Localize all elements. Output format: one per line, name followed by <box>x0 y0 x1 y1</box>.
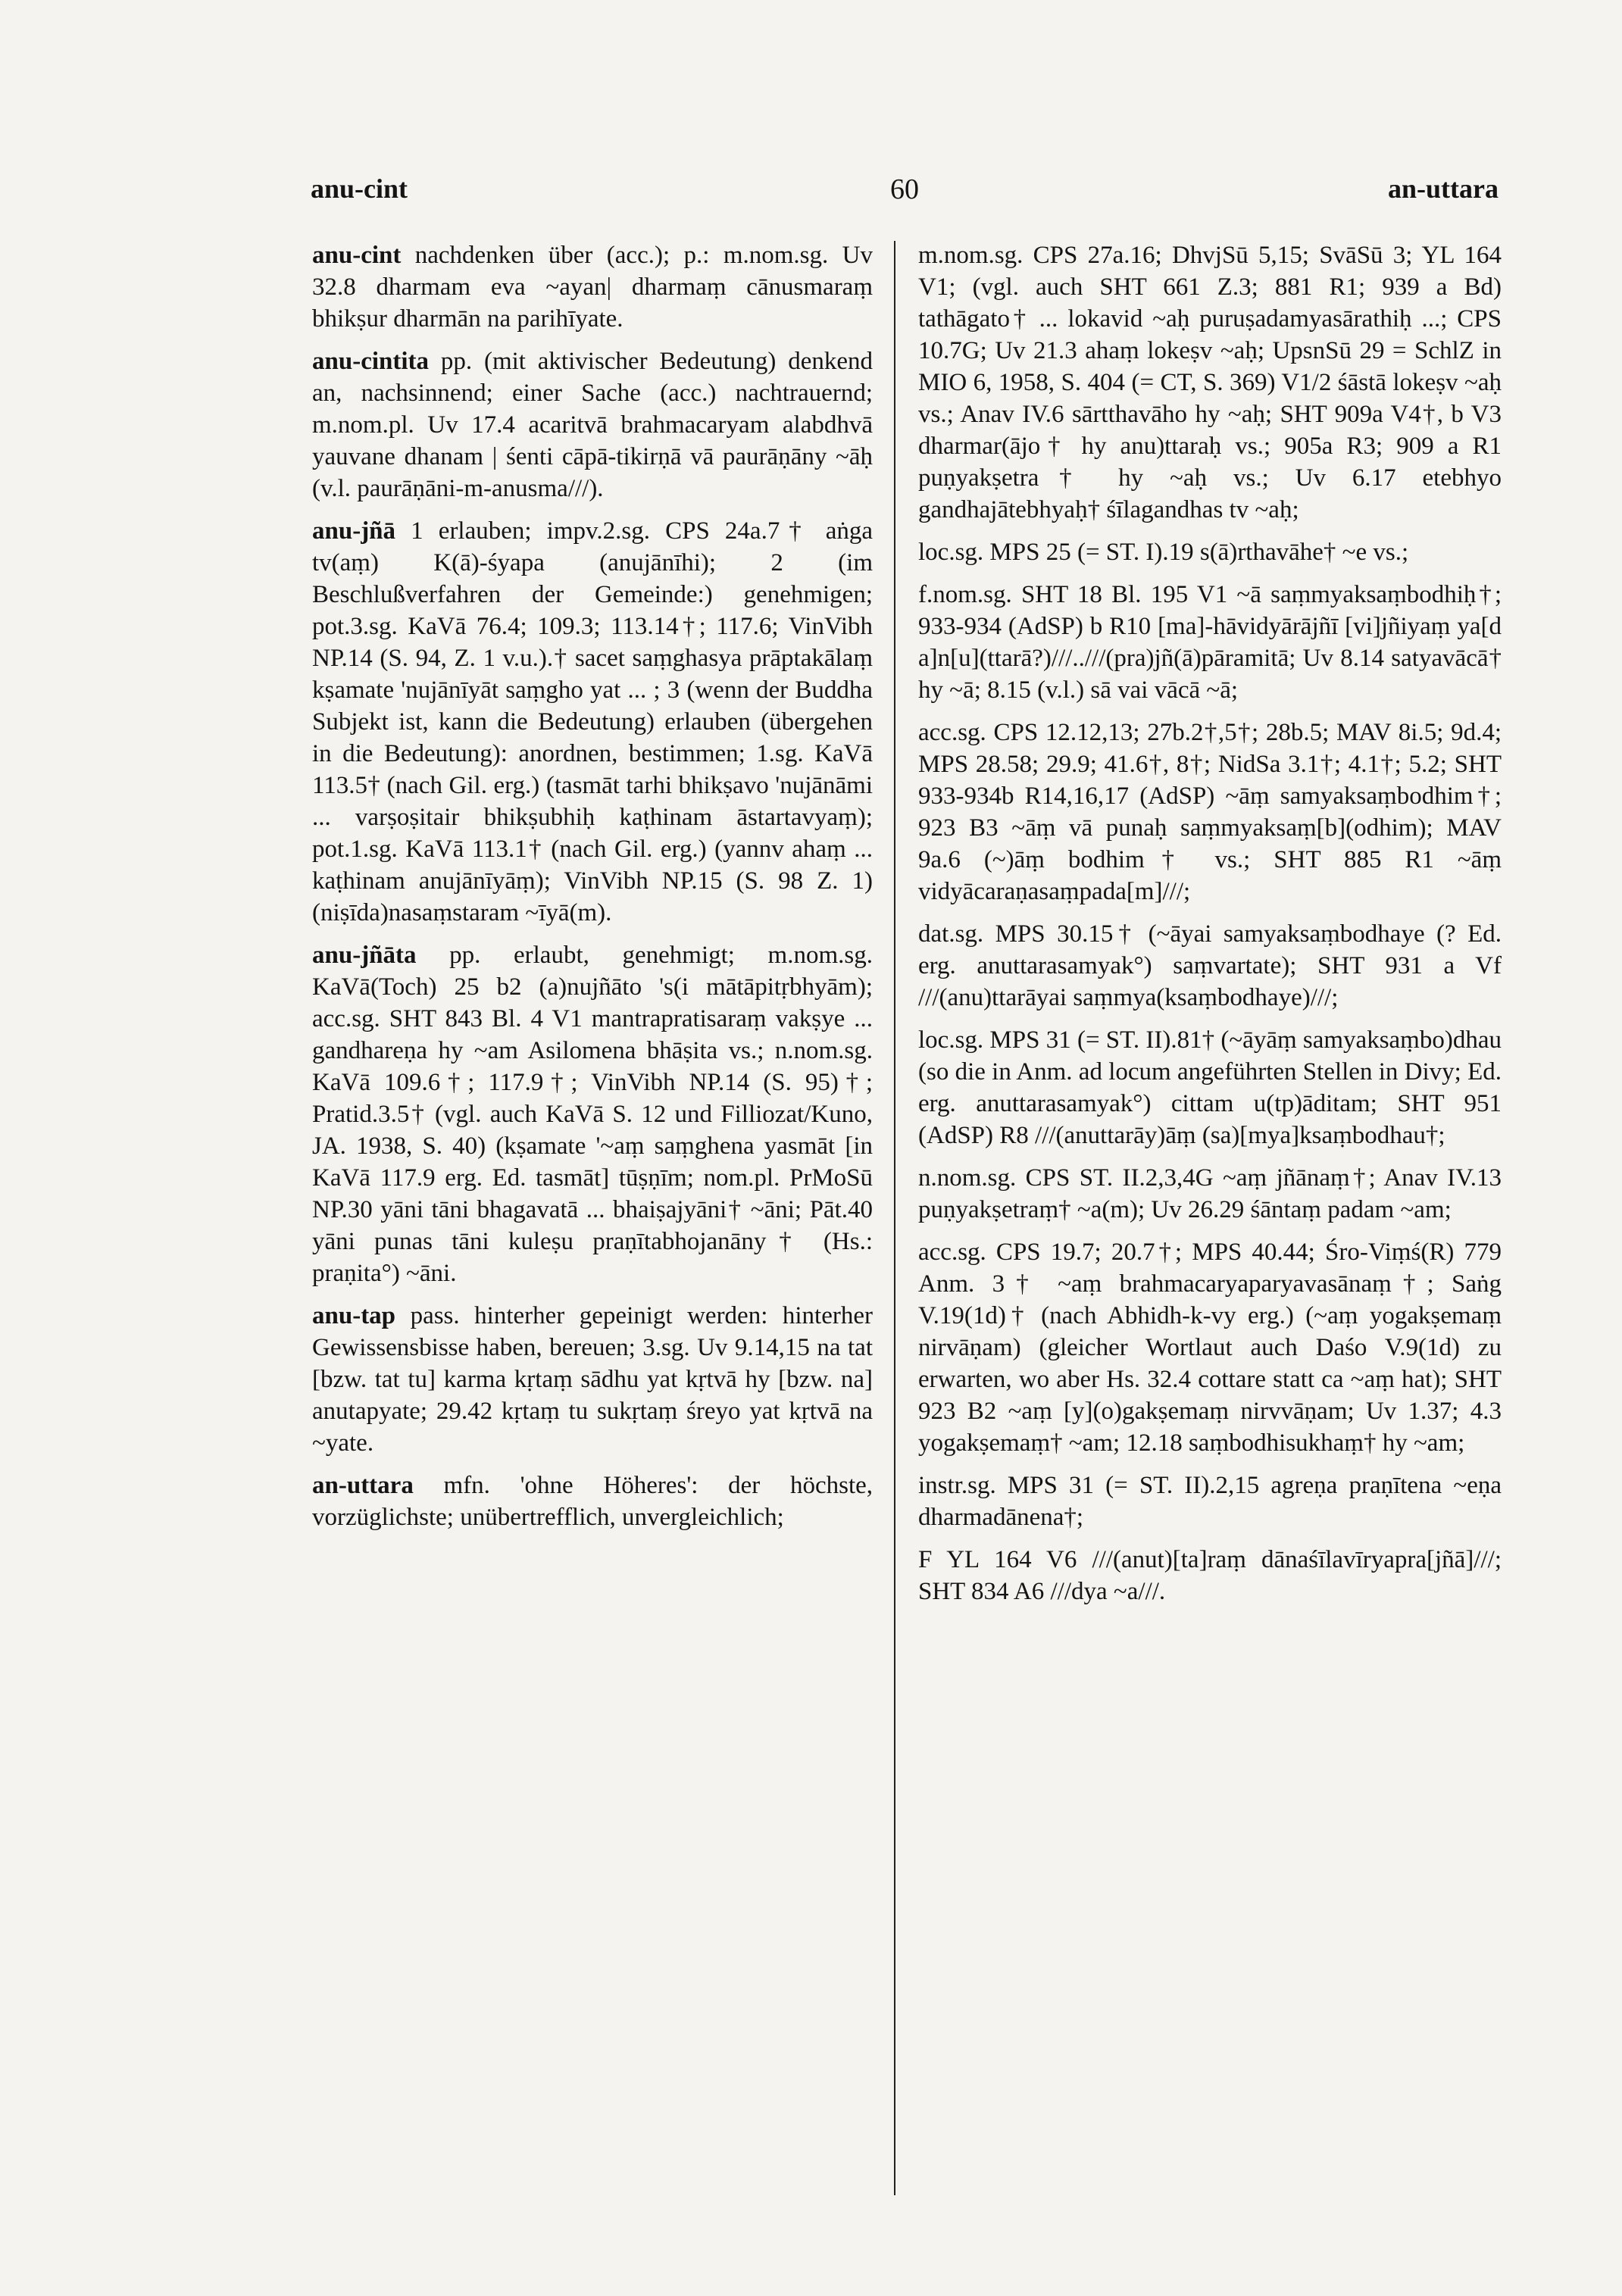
entry-text: 1 erlauben; impv.2.sg. CPS 24a.7† aṅga tv(aṃ) K(ā)-śyapa (anujānīhi); 2 (im Beschlußverfahren der Gemeinde:) genehmigen; pot.3.sg. KaVā 76.4; 109.3; 113.14†; 117.6; VinVibh NP.14 (S. 94, Z. 1 v.u.).† sacet saṃghasya prāptakālaṃ kṣamate 'nujānīyāt saṃgho yat ... ; 3 (wenn der Buddha Subjekt ist, kann die Bedeutung) erlauben (übergehen in die Bedeutung): anordnen, bestimmen; 1.sg. KaVā 113.5† (nach Gil. erg.) (tasmāt tarhi bhikṣavo 'nujānāmi ... varṣoṣitair bhikṣubhiḥ kaṭhinam āstartavyaṃ); pot.1.sg. KaVā 113.1† (nach Gil. erg.) (yannv ahaṃ ... kaṭhinam anujānīyāṃ); VinVibh NP.15 (S. 98 Z. 1) (niṣīda)nasaṃstaram ~īyā(m). <box>312 517 873 926</box>
entry-text: loc.sg. MPS 31 (= ST. II).81† (~āyāṃ samyaksaṃbo)dhau (so die in Anm. ad locum angeführten Stellen in Divy; Ed. erg. anuttarasamyak°) cittam u(tp)āditam; SHT 951 (AdSP) R8 ///(anuttarāy)āṃ (sa)[mya]ksaṃbodhau†; <box>918 1026 1502 1149</box>
entry-text: loc.sg. MPS 25 (= ST. I).19 s(ā)rthavāhe† ~e vs.; <box>918 539 1409 566</box>
header-right-headword: an-uttara <box>1388 173 1499 204</box>
dictionary-entry <box>918 579 1502 706</box>
dictionary-entry <box>918 536 1502 568</box>
dictionary-entry <box>312 1470 873 1533</box>
entry-text: pp. erlaubt, genehmigt; m.nom.sg. KaVā(Toch) 25 b2 (a)nujñāto 's(i mātāpitṛbhyām); acc.sg. SHT 843 Bl. 4 V1 mantrapratisaraṃ vakṣye ... gandhareṇa hy ~am Asilomena bhāṣita vs.; n.nom.sg. KaVā 109.6†; 117.9†; VinVibh NP.14 (S. 95)†; Pratid.3.5† (vgl. auch KaVā S. 12 und Filliozat/Kuno, JA. 1938, S. 40) (kṣamate '~aṃ saṃghena yasmāt [in KaVā 117.9 erg. Ed. tasmāt] tūṣṇīm; nom.pl. PrMoSū NP.30 yāni tāni bhagavatā ... bhaiṣajyāni† ~āni; Pāt.40 yāni punas tāni kuleṣu praṇītabhojanāny† (Hs.: praṇita°) ~āni. <box>312 942 873 1287</box>
header-left-headword: anu-cint <box>311 173 408 204</box>
entry-headword: anu-cintita <box>312 348 430 375</box>
entry-text: pp. (mit aktivischer Bedeutung) denkend an, nachsinnend; einer Sache (acc.) nachtrauernd; m.nom.pl. Uv 17.4 acaritvā brahmacaryam alabdhvā yauvane dhanam | śenti cāpā-tikirṇā vā paurāṇāny ~āḥ (v.l. paurāṇāni-m-anusma///). <box>312 348 874 502</box>
entry-text: f.nom.sg. SHT 18 Bl. 195 V1 ~ā saṃmyaksaṃbodhiḥ†; 933-934 (AdSP) b R10 [ma]-hāvidyārājñī [vi]jñiyaṃ ya[d a]n[u](ttarā?)///..///(pra)jñ(ā)pāramitā; Uv 8.14 satyavācā† hy ~ā; 8.15 (v.l.) sā vai vācā ~ā; <box>918 581 1502 704</box>
right-column <box>918 239 1502 1618</box>
dictionary-entry <box>312 515 873 929</box>
page-number: 60 <box>890 173 919 205</box>
dictionary-entry <box>312 939 873 1289</box>
column-divider <box>894 241 895 2195</box>
entry-text: acc.sg. CPS 12.12,13; 27b.2†,5†; 28b.5; MAV 8i.5; 9d.4; MPS 28.58; 29.9; 41.6†, 8†; NidSa 3.1†; 4.1†; 5.2; SHT 933-934b R14,16,17 (AdSP) ~āṃ samyaksaṃbodhim†; 923 B3 ~āṃ vā punaḥ saṃmyaksaṃ[b](odhim); MAV 9a.6 (~)āṃ bodhim† vs.; SHT 885 R1 ~āṃ vidyācaraṇasaṃpada[m]///; <box>918 719 1502 905</box>
entry-text: nachdenken über (acc.); p.: m.nom.sg. Uv 32.8 dharmam eva ~ayan| dharmaṃ cānusmaraṃ bhikṣur dharmān na parihīyate. <box>312 242 873 333</box>
entry-text: mfn. 'ohne Höheres': der höchste, vorzüglichste; unübertrefflich, unvergleichlich; <box>312 1472 874 1531</box>
dictionary-entry <box>918 1544 1502 1607</box>
dictionary-entry <box>312 239 873 335</box>
entry-headword: anu-cint <box>312 242 402 269</box>
entry-text: acc.sg. CPS 19.7; 20.7†; MPS 40.44; Śro-Viṃś(R) 779 Anm. 3† ~aṃ brahmacaryaparyavasānaṃ†; Saṅg V.19(1d)† (nach Abhidh-k-vy erg.) (~aṃ yogakṣemaṃ nirvāṇam) (gleicher Wortlaut auch Daśo V.9(1d) zu erwarten, wo aber Hs. 32.4 cottare statt ca ~aṃ hat); SHT 923 B2 ~aṃ [y](o)gakṣemaṃ nirvvāṇam; Uv 1.37; 4.3 yogakṣemaṃ† ~am; 12.18 saṃbodhisukhaṃ† hy ~am; <box>918 1239 1502 1457</box>
entry-headword: anu-jñā <box>312 517 396 545</box>
dictionary-entry <box>918 239 1502 526</box>
dictionary-entry <box>918 1024 1502 1151</box>
dictionary-entry <box>918 918 1502 1014</box>
entry-text: m.nom.sg. CPS 27a.16; DhvjSū 5,15; SvāSū 3; YL 164 V1; (vgl. auch SHT 661 Z.3; 881 R1; 939 a Bd) tathāgato† ... lokavid ~aḥ puruṣadamyasārathiḥ ...; CPS 10.7G; Uv 21.3 ahaṃ lokeṣv ~aḥ; UpsnSū 29 = SchlZ in MIO 6, 1958, S. 404 (= CT, S. 369) V1/2 śāstā lokeṣv ~aḥ vs.; Anav IV.6 sārtthavāho hy ~aḥ; SHT 909a V4†, b V3 dharmar(ājo† hy anu)ttaraḥ vs.; 905a R3; 909 a R1 puṇyakṣetra† hy ~aḥ vs.; Uv 6.17 etebhyo gandhajātebhyaḥ† śīlagandhas tv ~aḥ; <box>918 242 1502 523</box>
left-column <box>312 239 873 1544</box>
dictionary-entry <box>312 1300 873 1459</box>
entry-headword: anu-tap <box>312 1302 396 1329</box>
dictionary-entry <box>918 1470 1502 1533</box>
entry-headword: anu-jñāta <box>312 942 417 969</box>
entry-text: dat.sg. MPS 30.15† (~āyai samyaksaṃbodhaye (? Ed. erg. anuttarasamyak°) saṃvartate); SHT 931 a Vf ///(anu)ttarāyai saṃmya(ksaṃbodhaye)///; <box>918 920 1502 1011</box>
dictionary-entry <box>918 717 1502 907</box>
entry-text: instr.sg. MPS 31 (= ST. II).2,15 agreṇa praṇītena ~eṇa dharmadānena†; <box>918 1472 1502 1531</box>
dictionary-entry <box>918 1162 1502 1226</box>
dictionary-entry <box>918 1236 1502 1459</box>
entry-text: F YL 164 V6 ///(anut)[ta]raṃ dānaśīlavīryapra[jñā]///; SHT 834 A6 ///dya ~a///. <box>918 1546 1502 1605</box>
entry-text: pass. hinterher gepeinigt werden: hinterher Gewissensbisse haben, bereuen; 3.sg. Uv 9.14,15 na tat [bzw. tat tu] karma kṛtaṃ sādhu yat kṛtvā hy [bzw. na] anutapyate; 29.42 kṛtaṃ tu sukṛtaṃ śreyo yat kṛtvā na ~yate. <box>312 1302 873 1457</box>
dictionary-entry <box>312 345 873 504</box>
running-header <box>311 173 1499 218</box>
entry-text: n.nom.sg. CPS ST. II.2,3,4G ~aṃ jñānaṃ†; Anav IV.13 puṇyakṣetraṃ† ~a(m); Uv 26.29 śāntaṃ padam ~am; <box>918 1164 1502 1223</box>
entry-headword: an-uttara <box>312 1472 414 1499</box>
